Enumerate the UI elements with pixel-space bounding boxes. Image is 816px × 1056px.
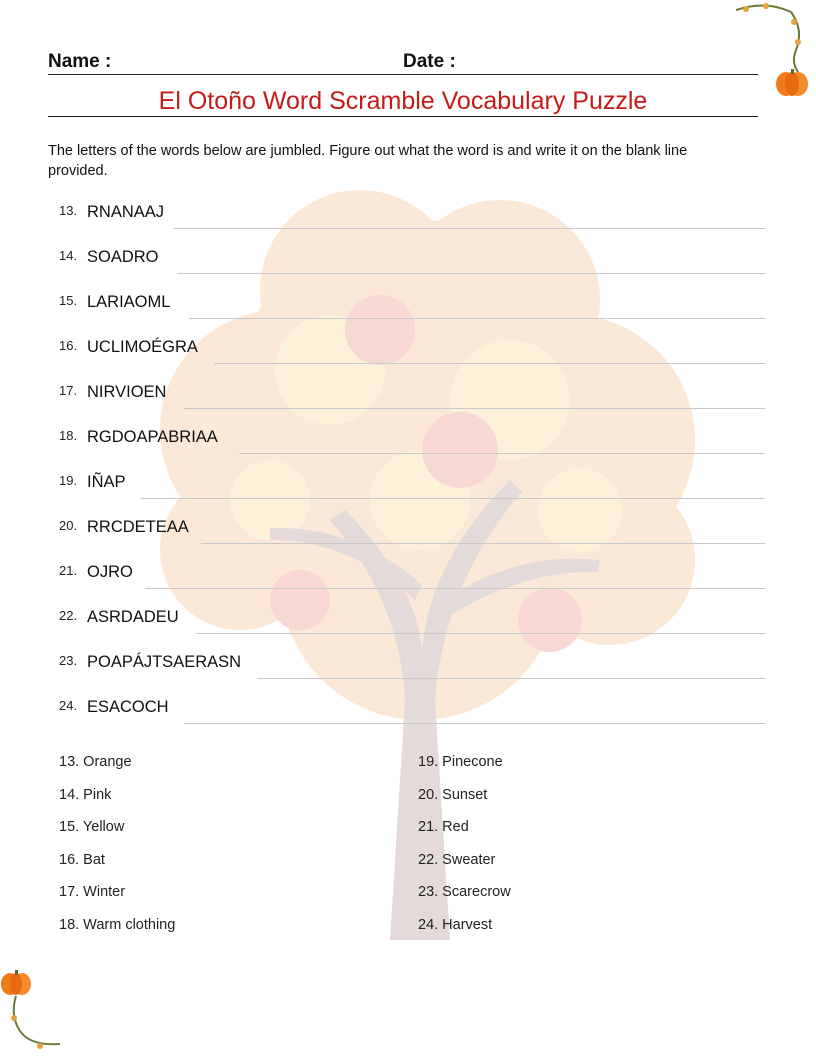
word-bank-item: 22. Sweater (418, 851, 496, 868)
scramble-item (59, 293, 765, 319)
answer-blank-line[interactable] (189, 318, 765, 319)
answer-blank-line[interactable] (141, 498, 765, 499)
scrambled-word: OJRO (87, 563, 133, 581)
scrambled-word: IÑAP (87, 473, 126, 491)
scramble-item (59, 473, 765, 499)
scrambled-word: SOADRO (87, 248, 159, 266)
word-bank-right (418, 752, 738, 948)
item-number: 24. (59, 698, 78, 713)
item-number: 19. (59, 473, 78, 488)
answer-blank-line[interactable] (239, 453, 765, 454)
item-number: 16. (59, 338, 78, 353)
word-bank-item: 20. Sunset (418, 786, 488, 803)
word-bank-item: 24. Harvest (418, 916, 493, 933)
scramble-item (59, 698, 765, 724)
scrambled-word: POAPÁJTSAERASN (87, 653, 242, 671)
word-bank-left (59, 752, 379, 948)
word-bank-item: 14. Pink (59, 786, 112, 803)
word-bank-item: 16. Bat (59, 851, 105, 868)
scramble-item (59, 383, 765, 409)
date-label: Date : (403, 51, 456, 72)
page-title: El Otoño Word Scramble Vocabulary Puzzle (48, 86, 758, 117)
name-date-header (48, 50, 758, 75)
word-bank-item: 19. Pinecone (418, 754, 503, 770)
scrambled-word: ESACOCH (87, 698, 169, 716)
scramble-item (59, 608, 765, 634)
word-bank-item: 23. Scarecrow (418, 884, 511, 901)
item-number: 21. (59, 563, 78, 578)
word-bank-item: 21. Red (418, 819, 469, 836)
item-number: 22. (59, 608, 78, 623)
item-number: 23. (59, 653, 78, 668)
answer-blank-line[interactable] (184, 723, 765, 724)
scrambled-word: RGDOAPABRIAA (87, 428, 218, 446)
scrambled-word: RNANAAJ (87, 203, 165, 221)
scramble-item (59, 338, 765, 364)
pumpkin-vine-icon (0, 966, 70, 1056)
scrambled-word: LARIAOML (87, 293, 171, 311)
scramble-item (59, 428, 765, 454)
scramble-item (59, 248, 765, 274)
scramble-item (59, 518, 765, 544)
scrambled-word: ASRDADEU (87, 608, 179, 626)
scrambled-word: UCLIMOÉGRA (87, 338, 198, 356)
scramble-item (59, 653, 765, 679)
scramble-item (59, 203, 765, 229)
scrambled-word: NIRVIOEN (87, 383, 167, 401)
answer-blank-line[interactable] (184, 408, 765, 409)
answer-blank-line[interactable] (201, 543, 765, 544)
name-label: Name : (48, 51, 112, 72)
answer-blank-line[interactable] (196, 633, 765, 634)
scrambled-word: RRCDETEAA (87, 518, 189, 536)
instructions-text: The letters of the words below are jumbled. Figure out what the word is and write it on the blank line provided. (48, 143, 688, 179)
word-bank-item: 15. Yellow (59, 819, 125, 836)
item-number: 20. (59, 518, 78, 533)
scramble-item (59, 563, 765, 589)
answer-blank-line[interactable] (145, 588, 765, 589)
item-number: 14. (59, 248, 78, 263)
word-bank-item: 13. Orange (59, 754, 132, 770)
item-number: 15. (59, 293, 78, 308)
item-number: 17. (59, 383, 78, 398)
item-number: 18. (59, 428, 78, 443)
answer-blank-line[interactable] (257, 678, 765, 679)
word-bank-item: 17. Winter (59, 884, 126, 901)
item-number: 13. (59, 203, 78, 218)
answer-blank-line[interactable] (214, 363, 765, 364)
word-bank-item: 18. Warm clothing (59, 916, 176, 933)
answer-blank-line[interactable] (177, 273, 765, 274)
answer-blank-line[interactable] (174, 228, 765, 229)
